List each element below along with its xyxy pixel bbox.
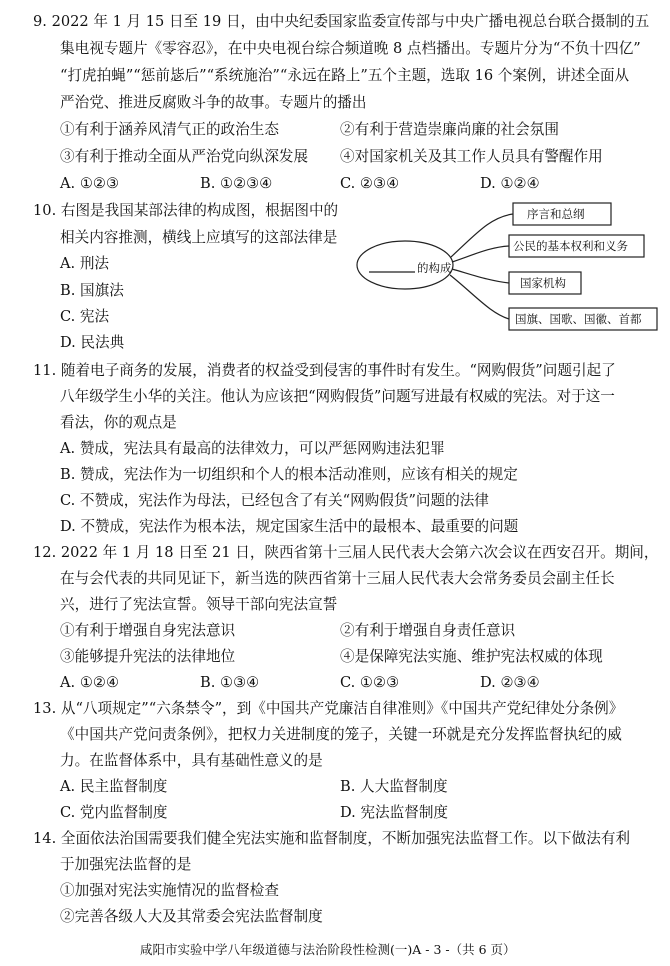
q13-option-b: B. 人大监督制度: [340, 778, 448, 795]
q13-option-d: D. 宪法监督制度: [340, 804, 449, 821]
q12-item-4: ④是保障宪法实施、维护宪法权威的体现: [340, 648, 603, 665]
q14-item-2: ②完善各级人大及其常委会宪法监督制度: [60, 908, 323, 925]
q12-option-a: A. ①②④: [60, 674, 120, 691]
q12-item-1: ①有利于增强自身宪法意识: [60, 622, 236, 639]
q14-item-1: ①加强对宪法实施情况的监督检查: [60, 882, 279, 899]
q12-stem-line-2: 在与会代表的共同见证下，新当选的陕西省第十三届人民代表大会常务委员会副主任长: [60, 570, 615, 587]
q12-item-2: ②有利于增强自身责任意识: [340, 622, 516, 639]
q12-option-d: D. ②③④: [480, 674, 540, 691]
q9-stem-line-1: 9. 2022 年 1 月 15 日至 19 日，由中央纪委国家监委宣传部与中央广播电视总台联合摄制的五: [33, 13, 650, 30]
q11-option-a: A. 赞成，宪法具有最高的法律效力，可以严惩网购违法犯罪: [60, 440, 445, 457]
q12-option-c: C. ①②③: [340, 674, 400, 691]
q11-stem-line-2: 八年级学生小华的关注。他认为应该把“网购假货”问题写进最有权威的宪法。对于这一: [60, 388, 615, 405]
q9-item-3: ③有利于推动全面从严治党向纵深发展: [60, 148, 309, 165]
q14-stem-line-2: 于加强宪法监督的是: [60, 856, 192, 873]
q10-stem-line-2: 相关内容推测，横线上应填写的这部法律是: [60, 229, 338, 246]
q13-stem-line-2: 《中国共产党问责条例》，把权力关进制度的笼子，关键一环就是充分发挥监督执纪的威: [60, 726, 622, 743]
q10-option-d: D. 民法典: [60, 334, 125, 351]
q9-stem-line-3: “打虎拍蝇”“惩前毖后”“系统施治”“永远在路上”五个主题，选取 16 个案例，讲述全面从: [60, 67, 630, 84]
q9-stem-line-4: 严治党、推进反腐败斗争的故事。专题片的播出: [60, 94, 367, 111]
q9-stem-line-2: 集电视专题片《零容忍》，在中央电视台综合频道晚 8 点档播出。专题片分为“不负十四亿”: [60, 40, 641, 57]
q10-option-c: C. 宪法: [60, 308, 110, 325]
q9-option-a: A. ①②③: [60, 175, 120, 192]
diagram-box-rights: 公民的基本权利和义务: [513, 239, 628, 253]
q11-option-b: B. 赞成，宪法作为一切组织和个人的根本活动准则，应该有相关的规定: [60, 466, 518, 483]
diagram-box-symbols: 国旗、国歌、国徽、首都: [515, 312, 642, 326]
diagram-box-preamble: 序言和总纲: [527, 207, 585, 221]
q14-stem-line-1: 14. 全面依法治国需要我们健全宪法实施和监督制度，不断加强宪法监督工作。以下做法有利: [33, 830, 631, 847]
q13-option-a: A. 民主监督制度: [60, 778, 168, 795]
q12-option-b: B. ①③④: [200, 674, 260, 691]
diagram-box-state-organs: 国家机构: [520, 276, 566, 290]
q11-option-c: C. 不赞成，宪法作为母法，已经包含了有关“网购假货”问题的法律: [60, 492, 489, 509]
q11-option-d: D. 不赞成，宪法作为根本法，规定国家生活中的最根本、最重要的问题: [60, 518, 519, 535]
q9-item-2: ②有利于营造崇廉尚廉的社会氛围: [340, 121, 559, 138]
q13-stem-line-1: 13. 从“八项规定”“六条禁令”，到《中国共产党廉洁自律准则》《中国共产党纪律处分条例》: [33, 700, 624, 717]
q12-stem-line-1: 12. 2022 年 1 月 18 日至 21 日，陕西省第十三届人民代表大会第六次会议在西安召开。期间，: [33, 544, 659, 561]
q9-item-1: ①有利于涵养风清气正的政治生态: [60, 121, 279, 138]
q11-stem-line-3: 看法，你的观点是: [60, 414, 177, 431]
diagram-center-label: 的构成: [417, 261, 452, 275]
q13-option-c: C. 党内监督制度: [60, 804, 168, 821]
q12-stem-line-3: 兴，进行了宪法宣誓。领导干部向宪法宣誓: [60, 596, 338, 613]
q12-item-3: ③能够提升宪法的法律地位: [60, 648, 236, 665]
q10-stem-line-1: 10. 右图是我国某部法律的构成图，根据图中的: [33, 202, 339, 219]
page-footer: 咸阳市实验中学八年级道德与法治阶段性检测(一)A - 3 -（共 6 页）: [140, 942, 516, 957]
q9-option-c: C. ②③④: [340, 175, 400, 192]
q10-option-a: A. 刑法: [60, 255, 110, 272]
q13-stem-line-3: 力。在监督体系中，具有基础性意义的是: [60, 752, 323, 769]
q10-option-b: B. 国旗法: [60, 282, 124, 299]
q9-item-4: ④对国家机关及其工作人员具有警醒作用: [340, 148, 603, 165]
q11-stem-line-1: 11. 随着电子商务的发展，消费者的权益受到侵害的事件时有发生。“网购假货”问题引起了: [33, 362, 616, 379]
q9-option-b: B. ①②③④: [200, 175, 273, 192]
q9-option-d: D. ①②④: [480, 175, 540, 192]
law-structure-diagram: [355, 195, 661, 343]
